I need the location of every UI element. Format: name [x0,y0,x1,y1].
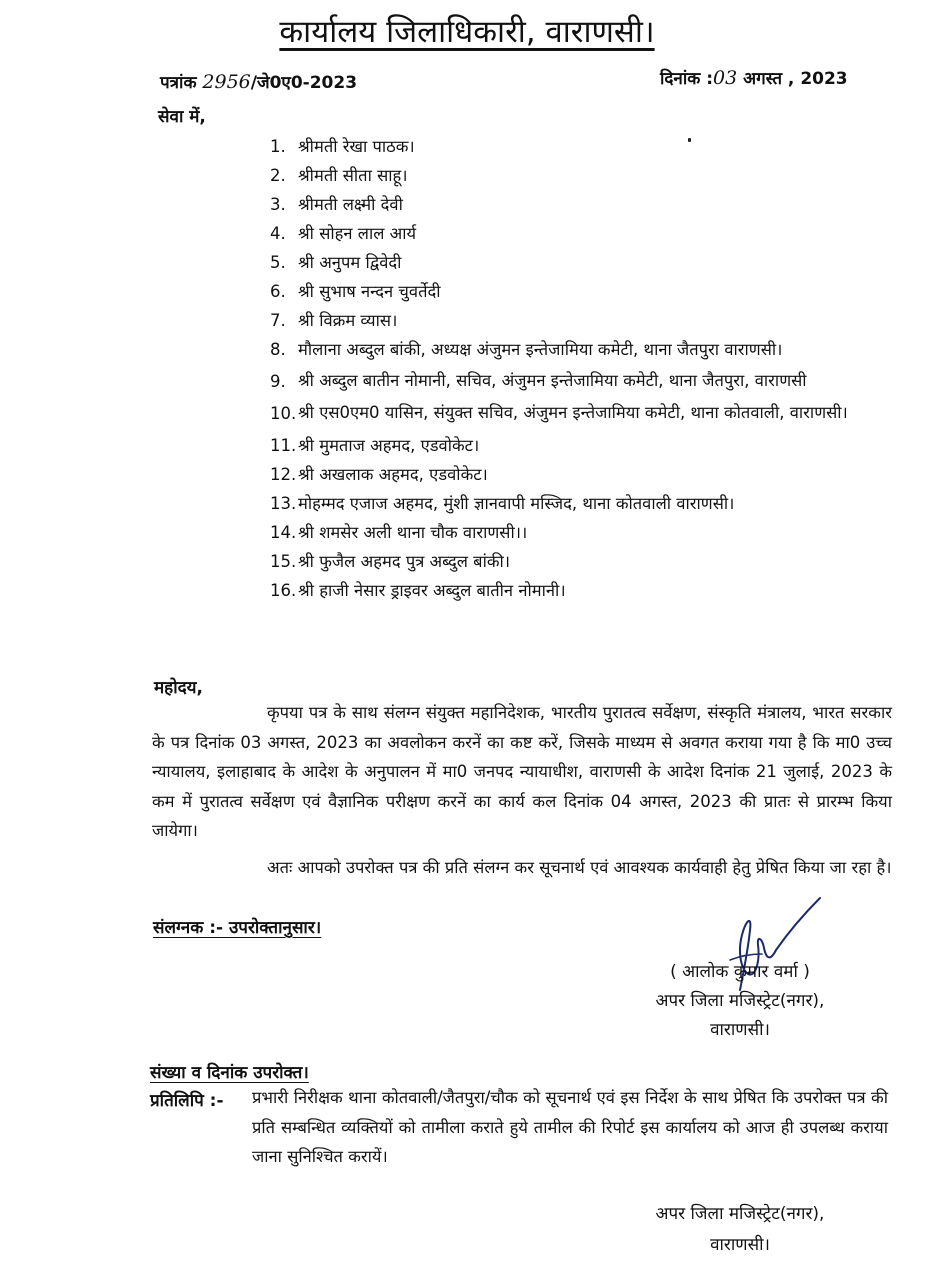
list-item: 12. श्री अखलाक अहमद, एडवोकेट। [270,465,488,484]
enclosure-note: संलग्नक :- उपरोक्तानुसार। [153,918,322,938]
signatory-place: वाराणसी। [710,1020,770,1040]
list-item: 6. श्री सुभाष नन्दन चुवर्तेदी [270,282,441,301]
salutation: महोदय, [154,678,203,698]
date-rest: अगस्त , 2023 [743,69,848,89]
date-handwritten-day: 03 [713,67,738,89]
ref-prefix: पत्रांक [160,73,197,93]
list-item: 1. श्रीमती रेखा पाठक। [270,137,415,156]
list-item: 5. श्री अनुपम द्विवेदी [270,253,402,272]
body-paragraph-1: कृपया पत्र के साथ संलग्न संयुक्त महानिदेशक, भारतीय पुरातत्व सर्वेक्षण, संस्कृति मंत्रालय, भारत सरकार के पत्र दिनांक 03 अगस्त, 2023 का अवलोकन करनें का कष्ट करें, जिसके माध्यम से अवगत कराया गया है कि मा0 उच्च न्यायालय, इलाहाबाद के आदेश के अनुपालन में मा0 जनपद न्यायाधीश, वाराणसी के आदेश दिनांक 21 जुलाई, 2023 के कम में पुरातत्व सर्वेक्षण एवं वैज्ञानिक परीक्षण करनें का कार्य कल दिनांक 04 अगस्त, 2023 की प्रातः से प्रारम्भ किया जायेगा। [152,703,892,840]
number-date-reference: संख्या व दिनांक उपरोक्त। [150,1063,309,1083]
list-item: 10. श्री एस0एम0 यासिन, संयुक्त सचिव, अंजुमन इन्तेजामिया कमेटी, थाना कोतवाली, वाराणसी। [270,403,848,423]
signatory-designation: अपर जिला मजिस्ट्रेट(नगर), [655,991,825,1011]
list-item: 9. श्री अब्दुल बातीन नोमानी, सचिव, अंजुमन इन्तेजामिया कमेटी, थाना जैतपुरा, वाराणसी [270,371,807,391]
list-item: 13. मोहम्मद एजाज अहमद, मुंशी ज्ञानवापी मस्जिद, थाना कोतवाली वाराणसी। [270,494,735,513]
footer-designation: अपर जिला मजिस्ट्रेट(नगर), [655,1204,825,1224]
ref-handwritten-number: 2956 [202,71,251,93]
footer-place: वाराणसी। [710,1235,770,1255]
date-prefix: दिनांक : [660,69,714,89]
list-item: 3. श्रीमती लक्ष्मी देवी [270,195,403,214]
list-item: 15. श्री फुजैल अहमद पुत्र अब्दुल बांकी। [270,552,511,571]
copy-label: प्रतिलिपि :- [150,1091,224,1111]
list-item: 2. श्रीमती सीता साहू। [270,166,408,185]
footer-signatory-block [600,1199,880,1261]
list-item: 16. श्री हाजी नेसार ड्राइवर अब्दुल बातीन नोमानी। [270,581,566,600]
addressees-heading: सेवा में, [158,107,206,127]
copy-text: प्रभारी निरीक्षक थाना कोतवाली/जैतपुरा/चौक को सूचनार्थ एवं इस निर्देश के साथ प्रेषित कि उपरोक्त पत्र की प्रति सम्बन्धित व्यक्तियों को तामीला कराते हुये तामील की रिपोर्ट इस कार्यालय को आज ही उपलब्ध कराया जाना सुनिश्चित करायें। [252,1088,888,1166]
list-item: 4. श्री सोहन लाल आर्य [270,224,417,243]
office-title: कार्यालय जिलाधिकारी, वाराणसी। [279,14,655,50]
list-item: 14. श्री शमसेर अली थाना चौक वाराणसी।। [270,523,528,542]
reference-number [160,70,357,93]
signatory-block [600,958,880,1045]
list-item: 8. मौलाना अब्दुल बांकी, अध्यक्ष अंजुमन इन्तेजामिया कमेटी, थाना जैतपुरा वाराणसी। [270,340,783,359]
body-paragraph-2: अतः आपको उपरोक्त पत्र की प्रति संलग्न कर सूचनार्थ एवं आवश्यक कार्यवाही हेतु प्रेषित किया जा रहा है। [267,858,892,877]
ref-suffix: /जे0ए0-2023 [250,73,358,93]
addressee-list [270,132,890,605]
letter-date [660,66,848,89]
list-item: 11. श्री मुमताज अहमद, एडवोकेट। [270,436,480,455]
signatory-name: ( आलोक कुमार वर्मा ) [670,962,810,982]
list-item: 7. श्री विक्रम व्यास। [270,311,398,330]
